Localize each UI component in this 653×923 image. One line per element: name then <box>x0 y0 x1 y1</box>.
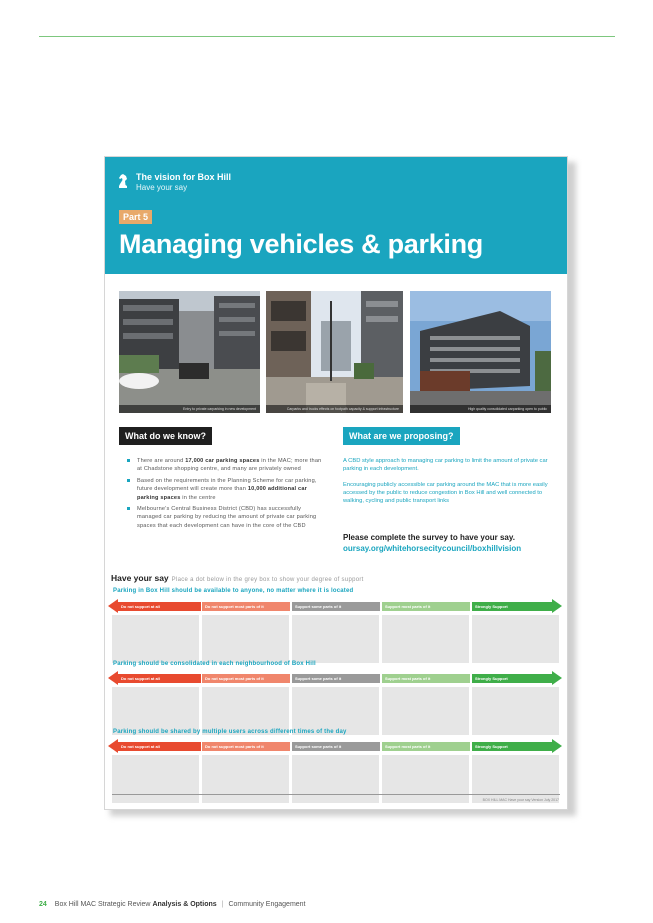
photo-carpark-building <box>410 291 551 413</box>
vote-box[interactable] <box>112 687 199 735</box>
photo-caption: Carparks and trucks effects on footpath capacity & support infrastructure <box>266 405 403 413</box>
poster-header <box>105 157 567 274</box>
vision-subtitle: Have your say <box>136 183 188 192</box>
question-label: Parking should be consolidated in each neighbourhood of Box Hill <box>113 661 316 667</box>
support-scale <box>105 599 567 613</box>
support-scale <box>105 739 567 753</box>
arrow-right-icon <box>552 739 562 753</box>
scale-strongly-support: Strongly Support <box>472 602 552 611</box>
vote-box[interactable] <box>382 615 469 663</box>
have-your-say-instruction: Place a dot below in the grey box to show your degree of support <box>171 577 364 583</box>
scale-do-not-support: Do not support at all <box>118 674 201 683</box>
bullet-icon <box>127 479 130 482</box>
bullet-icon <box>127 459 130 462</box>
scale-do-not-support: Do not support at all <box>118 602 201 611</box>
vote-box[interactable] <box>472 615 559 663</box>
poster-footer: BOX HILL MAC Have your say Version July 2017 <box>482 798 559 802</box>
know-item: There are around 17,000 car parking spaces in the MAC; more than at Chadstone shopping centre, and many are privately owned <box>127 457 327 474</box>
have-your-say-title: Have your say <box>111 573 169 583</box>
vote-box[interactable] <box>382 687 469 735</box>
vote-box[interactable] <box>202 687 289 735</box>
poster-title: Managing vehicles & parking <box>119 229 483 259</box>
photo-apartment-driveway <box>119 291 260 413</box>
have-your-say-bar <box>111 568 561 586</box>
scale-do-not-support: Do not support at all <box>118 742 201 751</box>
section-title: Analysis & Options <box>152 901 217 908</box>
poster-bottom-divider <box>112 794 560 795</box>
question-label: Parking in Box Hill should be available to anyone, no matter where it is located <box>113 588 354 594</box>
top-divider <box>39 36 615 37</box>
vote-box[interactable] <box>112 615 199 663</box>
scale-some: Support some parts of it <box>292 674 380 683</box>
what-are-we-proposing-heading: What are we proposing? <box>343 427 460 445</box>
vote-box[interactable] <box>202 755 289 803</box>
arrow-left-icon <box>108 671 118 685</box>
arrow-left-icon <box>108 599 118 613</box>
survey-heading: Please complete the survey to have your say. <box>343 533 515 542</box>
scale-some: Support some parts of it <box>292 602 380 611</box>
bullet-icon <box>127 507 130 510</box>
survey-link[interactable]: oursay.org/whitehorsecitycouncil/boxhillvision <box>343 544 522 553</box>
scale-some: Support some parts of it <box>292 742 380 751</box>
scale-not-most: Do not support most parts of it <box>202 674 290 683</box>
scale-not-most: Do not support most parts of it <box>202 602 290 611</box>
scale-most: Support most parts of it <box>382 602 470 611</box>
vote-box[interactable] <box>112 755 199 803</box>
support-scale <box>105 671 567 685</box>
scale-strongly-support: Strongly Support <box>472 674 552 683</box>
vote-box[interactable] <box>202 615 289 663</box>
page-footer <box>39 901 306 908</box>
photo-street-scene <box>266 291 403 413</box>
proposal-item: A CBD style approach to managing car parking to limit the amount of private car parking in each development. <box>343 458 548 473</box>
know-list <box>127 457 327 533</box>
know-item: Based on the requirements in the Planning Scheme for car parking, future development will create more than 10,000 additional car parking spaces in the centre <box>127 477 327 502</box>
subsection-title: Community Engagement <box>228 901 306 908</box>
document-title: Box Hill MAC Strategic Review <box>54 901 151 908</box>
vote-box[interactable] <box>382 755 469 803</box>
vote-box[interactable] <box>472 687 559 735</box>
page-number: 24 <box>39 901 47 908</box>
scale-most: Support most parts of it <box>382 742 470 751</box>
scale-most: Support most parts of it <box>382 674 470 683</box>
vote-box[interactable] <box>292 615 379 663</box>
photo-caption: Entry to private carparking in new development <box>119 405 260 413</box>
vote-box[interactable] <box>472 755 559 803</box>
arrow-left-icon <box>108 739 118 753</box>
poster <box>104 156 568 810</box>
chess-knight-icon <box>117 173 129 189</box>
photo-caption: High quality consolidated carparking open to public <box>410 405 551 413</box>
footer-separator: | <box>221 901 224 908</box>
vision-title: The vision for Box Hill <box>136 172 232 182</box>
arrow-right-icon <box>552 599 562 613</box>
arrow-right-icon <box>552 671 562 685</box>
know-item: Melbourne's Central Business District (CBD) has successfully managed car parking by reducing the amount of private car parking spaces that each development can have in the core of the CBD <box>127 505 327 530</box>
vote-box[interactable] <box>292 687 379 735</box>
question-label: Parking should be shared by multiple users across different times of the day <box>113 729 347 735</box>
scale-not-most: Do not support most parts of it <box>202 742 290 751</box>
what-do-we-know-heading: What do we know? <box>119 427 212 445</box>
part-badge: Part 5 <box>119 210 152 224</box>
vote-box[interactable] <box>292 755 379 803</box>
proposal-item: Encouraging publicly accessible car parking around the MAC that is more easily accessed by the public to reduce congestion in Box Hill and well connected to walking, cycling and public transport links <box>343 482 548 505</box>
scale-strongly-support: Strongly Support <box>472 742 552 751</box>
